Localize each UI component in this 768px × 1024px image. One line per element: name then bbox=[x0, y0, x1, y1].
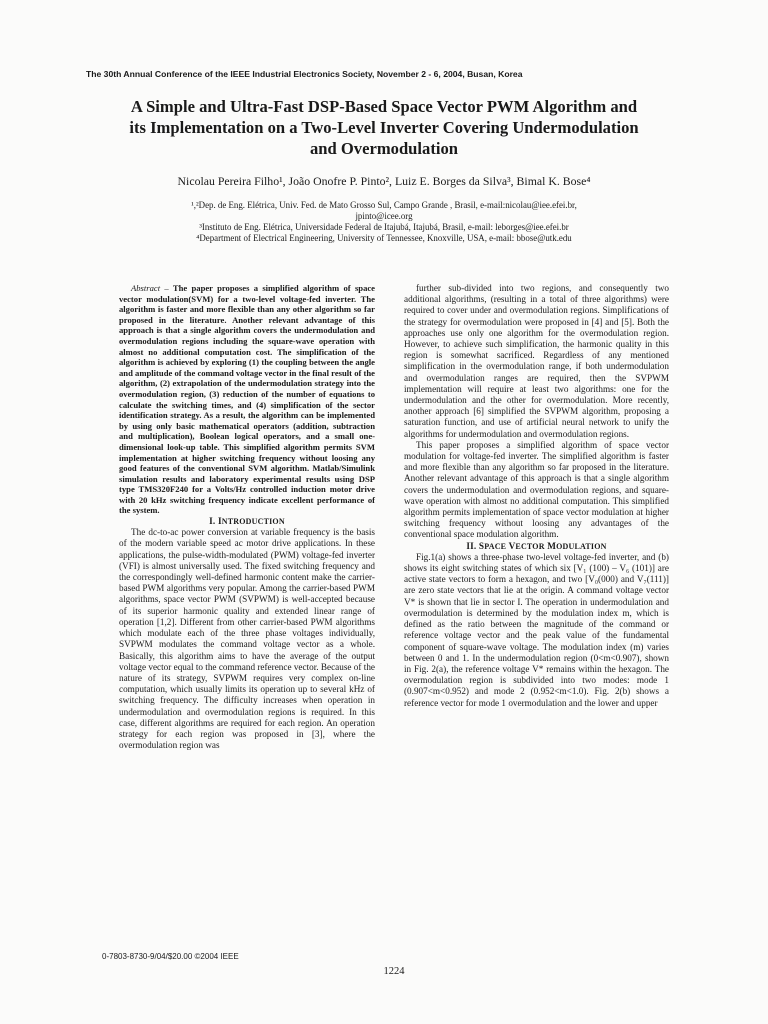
title-line: its Implementation on a Two-Level Inverter Covering Undermodulation bbox=[129, 118, 639, 137]
author-list: Nicolau Pereira Filho¹, João Onofre P. Pinto², Luiz E. Borges da Silva³, Bimal K. Bose⁴ bbox=[177, 174, 591, 188]
abstract bbox=[119, 283, 375, 516]
body-paragraph: This paper proposes a simplified algorithm of space vector modulation for voltage-fed inverter. The simplified algorithm is faster and more flexible than any algorithm so far proposed in the literature. Another relevant advantage of this approach is that a single algorithm covers the undermodulation and overmodulation regions, and square-wave operation with almost no additional computation. This simplified algorithm permits implementation of space vector modulation at higher switching frequency without loosing any advantages of the conventional space modulation algorithm. bbox=[404, 439, 669, 540]
abstract-lead: Abstract – bbox=[131, 283, 169, 293]
left-column bbox=[119, 283, 375, 751]
intro-paragraph: The dc-to-ac power conversion at variable frequency is the basis of the modern variable speed ac motor drive applications. In these applications, the pulse-width-modulated (PWM) voltage-fed inverter (VFI) is almost universally used. The fixed switching frequency and the correspondingly well-defined harmonic content make the carrier-based PWM algorithms very popular. Among the carrier-based PWM algorithms, space vector PWM (SVPWM) is well-accepted because of its superior harmonic quality and extended linear range of operation [1,2]. Different from other carrier-based PWM algorithms which modulate each of the three phase voltages individually, SVPWM modulates the command voltage vector as a whole. Basically, this algorithm aims to have the average of the output voltage vector equal to the command reference vector. Because of the nature of its strategy, SVPWM requires very complex on-line computation, which usually limits its operation up to several kHz of switching frequency. The difficulty increases when operation in undermodulation and overmodulation regions is required. In this case, different algorithms are required for each region. An operation strategy for each region was proposed in [3], where the overmodulation region was bbox=[119, 527, 375, 751]
section-number: II. bbox=[466, 540, 477, 551]
affiliation-line: ¹,²Dep. de Eng. Elétrica, Univ. Fed. de Mato Grosso Sul, Campo Grande , Brasil, e-mail:nicolau@iee.efei.br, bbox=[191, 200, 577, 210]
copyright-footer: 0-7803-8730-9/04/$20.00 ©2004 IEEE bbox=[102, 952, 239, 961]
right-column bbox=[404, 283, 669, 709]
section-title-initial: V bbox=[508, 540, 516, 551]
body-paragraph: Fig.1(a) shows a three-phase two-level voltage-fed inverter, and (b) shows its eight switching states of which six [V₁ (100) – V₆ (101)] are active state vectors to form a hexagon, and two [V₀(000) and V₇(111)] are zero state vectors that lie at the origin. A command voltage vector V* is shown that lie in sector I. The operation in undermodulation and overmodulation is determined by the modulation index m, which is defined as the ratio between the magnitude of the command or reference voltage vector and the peak value of the fundamental component of square-wave voltage. The modulation index (m) varies between 0 and 1. In the undermodulation region (0<m<0.907), shown in Fig. 2(a), the reference voltage V* remains within the hexagon. The overmodulation region is subdivided into two modes: mode 1 (0.907<m<0.952) and mode 2 (0.952<m<1.0). Fig. 2(b) shows a reference vector for mode 1 overmodulation and the lower and upper bbox=[404, 551, 669, 708]
abstract-text: The paper proposes a simplified algorithm of space vector modulation(SVM) for a two-level voltage-fed inverter. The algorithm is faster and more flexible than any other algorithm so far proposed in the literature. Another relevant advantage of this approach is that a single algorithm covers the undermodulation and overmodulation regions including the square-wave operation with almost no additional computation cost. The simplification of the algorithm is achieved by exploring (1) the coupling between the angle and amplitude of the command voltage vector in the final result of the algorithm, (2) extrapolation of the undermodulation strategy into the overmodulation region, (3) reduction of the number of equations to calculate the switching times, and (4) simplification of the sector identification strategy. As a result, the algorithm can be implemented by using only basic mathematical operators (addition, subtraction and multiplication), Boolean logical operators, and a small one-dimensional look-up table. This simplified algorithm permits SVM implementation at higher switching frequency without loosing any good features of the conventional SVM algorithm. Matlab/Simulink simulation results and laboratory experimental results using DSP type TMS320F240 for a Volts/Hz controlled induction motor drive with 20 kHz switching frequency indicate excellent performance of the system. bbox=[119, 283, 375, 516]
section-title-initial: M bbox=[547, 540, 557, 551]
section-title-initial: I bbox=[217, 516, 222, 527]
section-title-rest: NTRODUCTION bbox=[221, 517, 285, 527]
section-heading-introduction bbox=[119, 516, 375, 527]
section-title-rest: ODULATION bbox=[556, 541, 607, 551]
section-heading-svm bbox=[404, 541, 669, 552]
page-number: 1224 bbox=[383, 966, 405, 977]
title-line: A Simple and Ultra-Fast DSP-Based Space Vector PWM Algorithm and bbox=[130, 97, 638, 116]
affiliation-line: ⁴Department of Electrical Engineering, University of Tennessee, Knoxville, USA, e-mail: bbose@utk.edu bbox=[196, 233, 572, 243]
title-line: and Overmodulation bbox=[310, 139, 458, 158]
conference-header: The 30th Annual Conference of the IEEE Industrial Electronics Society, November 2 - 6, 2004, Busan, Korea bbox=[86, 69, 523, 79]
section-title-initial: S bbox=[478, 540, 485, 551]
affiliation-line: jpinto@icee.org bbox=[355, 211, 413, 221]
paper-title bbox=[80, 96, 688, 159]
affiliation-line: ³Instituto de Eng. Elétrica, Universidade Federal de Itajubá, Itajubá, Brasil, e-mail: leborges@iee.efei.br bbox=[199, 222, 569, 232]
section-title-rest: ECTOR bbox=[515, 541, 545, 551]
section-number: I. bbox=[209, 516, 216, 527]
body-paragraph: further sub-divided into two regions, and consequently two additional algorithms, (resulting in a total of three algorithms) were required to cover under and overmodulation regions. Simplifications of the strategy for overmodulation were proposed in [4] and [5]. Both the approaches use only one algorithm for the overmodulation region. However, to achieve such simplification, the harmonic quality in this region is somewhat sacrificed. Regardless of any mentioned simplification in the overmodulation range, if both undermodulation and overmodulation ranges are required, then the SVPWM implementation will require at least two algorithms: one for the undermodulation and the other for overmodulation. More recently, another approach [6] simplified the SVPWM algorithm, proposing a saturation function, and use of artificial neural network to unify the algorithms for undermodulation and overmodulation regions. bbox=[404, 283, 669, 439]
section-title-rest: PACE bbox=[484, 541, 507, 551]
affiliations bbox=[90, 200, 678, 244]
